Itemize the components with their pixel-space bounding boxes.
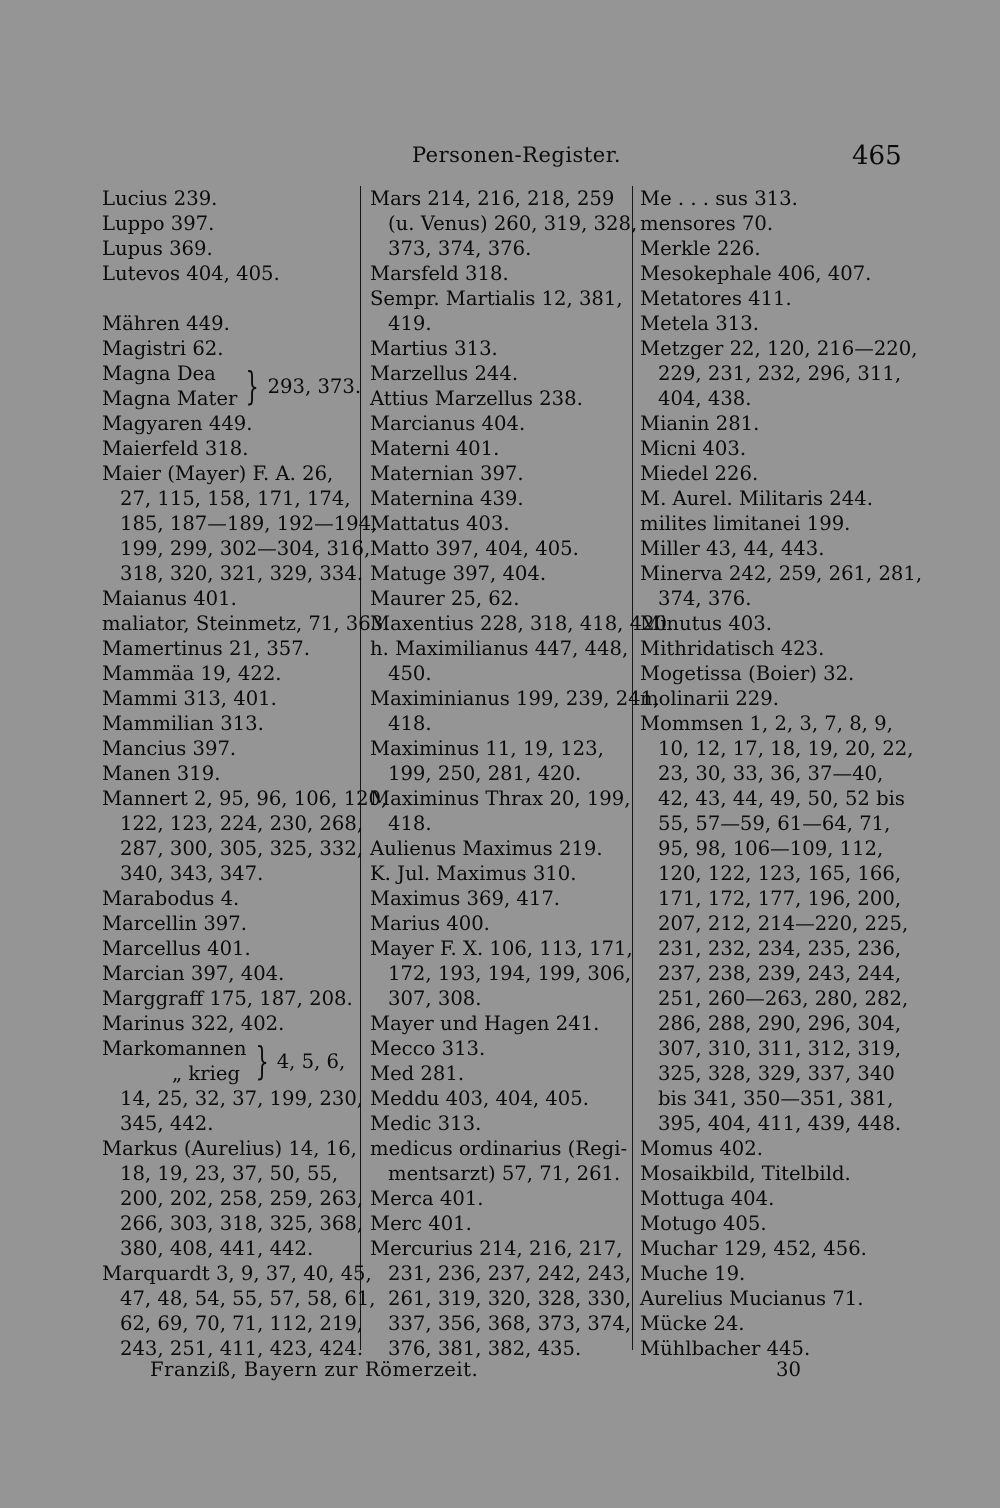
index-entry: Attius Marzellus 238.	[370, 387, 583, 410]
index-entry: Maierfeld 318.	[102, 437, 249, 460]
index-entry: Muche 19.	[640, 1262, 746, 1285]
index-entry-continuation: 62, 69, 70, 71, 112, 219,	[120, 1312, 364, 1335]
index-entry: Marinus 322, 402.	[102, 1012, 285, 1035]
index-entry-continuation: 42, 43, 44, 49, 50, 52 bis	[658, 787, 905, 810]
index-term: Magna Dea	[102, 362, 216, 385]
index-column-3	[640, 186, 923, 1361]
index-entry: Maier (Mayer) F. A. 26,	[102, 462, 334, 485]
brace-glyph: }	[245, 364, 260, 408]
index-entry: Maternina 439.	[370, 487, 524, 510]
index-entry-continuation: 376, 381, 382, 435.	[388, 1337, 582, 1360]
index-entry-continuation: 261, 319, 320, 328, 330,	[388, 1287, 632, 1310]
index-entry: Motugo 405.	[640, 1212, 767, 1235]
index-entry-continuation: 172, 193, 194, 199, 306,	[388, 962, 632, 985]
index-entry-continuation: 418.	[388, 712, 432, 735]
index-entry: Mommsen 1, 2, 3, 7, 8, 9,	[640, 712, 893, 735]
index-entry: Metatores 411.	[640, 287, 792, 310]
index-entry: Merc 401.	[370, 1212, 472, 1235]
index-entry: Marabodus 4.	[102, 887, 240, 910]
index-entry: Mayer und Hagen 241.	[370, 1012, 600, 1035]
index-entry: Mühlbacher 445.	[640, 1337, 811, 1360]
index-entry: Maximinianus 199, 239, 241,	[370, 687, 660, 710]
index-entry: molinarii 229.	[640, 687, 779, 710]
index-entry: milites limitanei 199.	[640, 512, 851, 535]
index-entry-continuation: 307, 308.	[388, 987, 482, 1010]
index-entry: Lupus 369.	[102, 237, 213, 260]
index-entry: Merkle 226.	[640, 237, 761, 260]
index-term: Magna Mater	[102, 387, 238, 410]
index-entry: Manen 319.	[102, 762, 221, 785]
index-entry: Aulienus Maximus 219.	[370, 837, 603, 860]
index-entry: Magistri 62.	[102, 337, 224, 360]
index-entry: Maximinus 11, 19, 123,	[370, 737, 604, 760]
index-entry: Mogetissa (Boier) 32.	[640, 662, 855, 685]
index-entry: Marggraff 175, 187, 208.	[102, 987, 353, 1010]
index-entry: Mammäa 19, 422.	[102, 662, 282, 685]
index-entry: Mosaikbild, Titelbild.	[640, 1162, 851, 1185]
index-entry: Micni 403.	[640, 437, 747, 460]
index-entry-continuation: 171, 172, 177, 196, 200,	[658, 887, 902, 910]
index-entry-continuation: 395, 404, 411, 439, 448.	[658, 1112, 902, 1135]
index-entry: Marquardt 3, 9, 37, 40, 45,	[102, 1262, 372, 1285]
index-entry-continuation: 199, 250, 281, 420.	[388, 762, 582, 785]
brace-glyph: }	[254, 1039, 269, 1083]
index-entry: Marcian 397, 404.	[102, 962, 285, 985]
index-entry-continuation: 95, 98, 106—109, 112,	[658, 837, 884, 860]
index-entry-continuation: 23, 30, 33, 36, 37—40,	[658, 762, 884, 785]
index-entry: Maternian 397.	[370, 462, 524, 485]
index-entry: Minerva 242, 259, 261, 281,	[640, 562, 923, 585]
index-entry: Metzger 22, 120, 216—220,	[640, 337, 918, 360]
index-entry: Mähren 449.	[102, 312, 230, 335]
index-column-1	[102, 186, 390, 1361]
index-entry-continuation: 237, 238, 239, 243, 244,	[658, 962, 902, 985]
index-entry-continuation: 229, 231, 232, 296, 311,	[658, 362, 902, 385]
sheet-signature: 30	[776, 1358, 801, 1381]
index-entry: M. Aurel. Militaris 244.	[640, 487, 873, 510]
index-entry-continuation: bis 341, 350—351, 381,	[658, 1087, 894, 1110]
index-entry: Mercurius 214, 216, 217,	[370, 1237, 623, 1260]
index-entry: Luppo 397.	[102, 212, 215, 235]
index-entry: Aurelius Mucianus 71.	[640, 1287, 864, 1310]
index-entry-continuation: 307, 310, 311, 312, 319,	[658, 1037, 902, 1060]
index-entry: Mottuga 404.	[640, 1187, 775, 1210]
index-entry: Minutus 403.	[640, 612, 772, 635]
index-entry: Mithridatisch 423.	[640, 637, 825, 660]
column-divider	[632, 186, 633, 1350]
index-entry: Mars 214, 216, 218, 259	[370, 187, 615, 210]
index-entry: Magyaren 449.	[102, 412, 253, 435]
index-entry-continuation: 318, 320, 321, 329, 334.	[120, 562, 364, 585]
index-entry-continuation: 55, 57—59, 61—64, 71,	[658, 812, 891, 835]
index-entry: mensores 70.	[640, 212, 774, 235]
index-terms	[102, 361, 237, 411]
index-entry-continuation: (u. Venus) 260, 319, 328,	[388, 212, 638, 235]
index-entry-continuation: 200, 202, 258, 259, 263,	[120, 1187, 364, 1210]
index-entry: h. Maximilianus 447, 448,	[370, 637, 629, 660]
index-entry-continuation: 14, 25, 32, 37, 199, 230,	[120, 1087, 364, 1110]
index-entry-continuation: 199, 299, 302—304, 316,	[120, 537, 371, 560]
index-entry: Martius 313.	[370, 337, 498, 360]
index-entry: Metela 313.	[640, 312, 759, 335]
index-entry-continuation: mentsarzt) 57, 71, 261.	[388, 1162, 621, 1185]
index-entry-continuation: 47, 48, 54, 55, 57, 58, 61,	[120, 1287, 376, 1310]
index-entry-continuation: 373, 374, 376.	[388, 237, 532, 260]
index-entry-continuation: 207, 212, 214—220, 225,	[658, 912, 909, 935]
index-entry-continuation: 287, 300, 305, 325, 332,	[120, 837, 364, 860]
index-entry: Mianin 281.	[640, 412, 760, 435]
index-references: 293, 373.	[267, 374, 362, 398]
index-entry: Mammilian 313.	[102, 712, 264, 735]
index-entry-continuation: 418.	[388, 812, 432, 835]
index-entry-continuation: 325, 328, 329, 337, 340	[658, 1062, 895, 1085]
index-entry-group	[102, 1036, 354, 1086]
index-entry-continuation: 243, 251, 411, 423, 424.	[120, 1337, 364, 1360]
index-entry: Mesokephale 406, 407.	[640, 262, 872, 285]
index-entry: Medic 313.	[370, 1112, 482, 1135]
index-entry: Lutevos 404, 405.	[102, 262, 280, 285]
index-entry-continuation: 231, 232, 234, 235, 236,	[658, 937, 902, 960]
index-entry: Markus (Aurelius) 14, 16,	[102, 1137, 357, 1160]
column-divider	[360, 186, 361, 1350]
running-head: Personen-Register.	[412, 143, 622, 167]
index-entry-continuation: 185, 187—189, 192—194,	[120, 512, 378, 535]
index-entry: Mücke 24.	[640, 1312, 745, 1335]
index-entry: Mecco 313.	[370, 1037, 486, 1060]
index-entry: Momus 402.	[640, 1137, 763, 1160]
index-entry: K. Jul. Maximus 310.	[370, 862, 577, 885]
index-entry: Meddu 403, 404, 405.	[370, 1087, 589, 1110]
index-entry-continuation: 337, 356, 368, 373, 374,	[388, 1312, 632, 1335]
index-entry-continuation: 419.	[388, 312, 432, 335]
index-entry: Mattatus 403.	[370, 512, 510, 535]
index-entry-continuation: 10, 12, 17, 18, 19, 20, 22,	[658, 737, 914, 760]
index-entry: Mayer F. X. 106, 113, 171,	[370, 937, 633, 960]
page-number: 465	[852, 141, 902, 171]
index-entry: Mamertinus 21, 357.	[102, 637, 310, 660]
index-term: „ krieg	[172, 1062, 241, 1085]
section-gap	[102, 286, 354, 311]
index-entry: Marius 400.	[370, 912, 490, 935]
index-entry-continuation: 374, 376.	[658, 587, 752, 610]
index-entry: Mannert 2, 95, 96, 106, 120,	[102, 787, 388, 810]
index-entry: Marcellin 397.	[102, 912, 247, 935]
index-entry: Sempr. Martialis 12, 381,	[370, 287, 623, 310]
index-entry: Mancius 397.	[102, 737, 237, 760]
index-entry: Mammi 313, 401.	[102, 687, 277, 710]
index-entry-continuation: 450.	[388, 662, 432, 685]
index-entry: Maximus 369, 417.	[370, 887, 561, 910]
index-entry-continuation: 18, 19, 23, 37, 50, 55,	[120, 1162, 339, 1185]
index-entry: Merca 401.	[370, 1187, 484, 1210]
index-terms	[102, 1036, 247, 1086]
index-entry: Materni 401.	[370, 437, 500, 460]
index-entry: Maximinus Thrax 20, 199,	[370, 787, 631, 810]
index-entry: Miller 43, 44, 443.	[640, 537, 825, 560]
index-entry: Marsfeld 318.	[370, 262, 509, 285]
index-entry-group	[102, 361, 362, 411]
index-references: 4, 5, 6,	[276, 1049, 346, 1073]
index-entry: medicus ordinarius (Regi-	[370, 1137, 628, 1160]
index-entry: Maianus 401.	[102, 587, 237, 610]
index-entry-continuation: 27, 115, 158, 171, 174,	[120, 487, 351, 510]
index-entry-continuation: 120, 122, 123, 165, 166,	[658, 862, 902, 885]
index-entry-continuation: 340, 343, 347.	[120, 862, 264, 885]
index-entry: Marcianus 404.	[370, 412, 526, 435]
index-entry: Maurer 25, 62.	[370, 587, 520, 610]
index-column-2	[370, 186, 674, 1361]
index-entry-continuation: 266, 303, 318, 325, 368,	[120, 1212, 364, 1235]
index-entry: Matto 397, 404, 405.	[370, 537, 579, 560]
index-entry: Marzellus 244.	[370, 362, 519, 385]
index-entry-continuation: 231, 236, 237, 242, 243,	[388, 1262, 632, 1285]
index-entry: Lucius 239.	[102, 187, 218, 210]
index-entry: Muchar 129, 452, 456.	[640, 1237, 867, 1260]
index-entry: Matuge 397, 404.	[370, 562, 547, 585]
index-entry: Marcellus 401.	[102, 937, 251, 960]
index-entry-continuation: 251, 260—263, 280, 282,	[658, 987, 909, 1010]
footer-book-title: Franziß, Bayern zur Römerzeit.	[150, 1358, 479, 1381]
index-entry-continuation: 286, 288, 290, 296, 304,	[658, 1012, 902, 1035]
index-entry: maliator, Steinmetz, 71, 363.	[102, 612, 390, 635]
index-entry-continuation: 404, 438.	[658, 387, 752, 410]
index-term: Markomannen	[102, 1037, 247, 1060]
index-entry-continuation: 122, 123, 224, 230, 268,	[120, 812, 364, 835]
index-entry-continuation: 380, 408, 441, 442.	[120, 1237, 314, 1260]
index-entry: Miedel 226.	[640, 462, 759, 485]
index-entry: Maxentius 228, 318, 418, 420.	[370, 612, 674, 635]
index-entry: Me . . . sus 313.	[640, 187, 798, 210]
index-entry-continuation: 345, 442.	[120, 1112, 214, 1135]
index-entry: Med 281.	[370, 1062, 465, 1085]
